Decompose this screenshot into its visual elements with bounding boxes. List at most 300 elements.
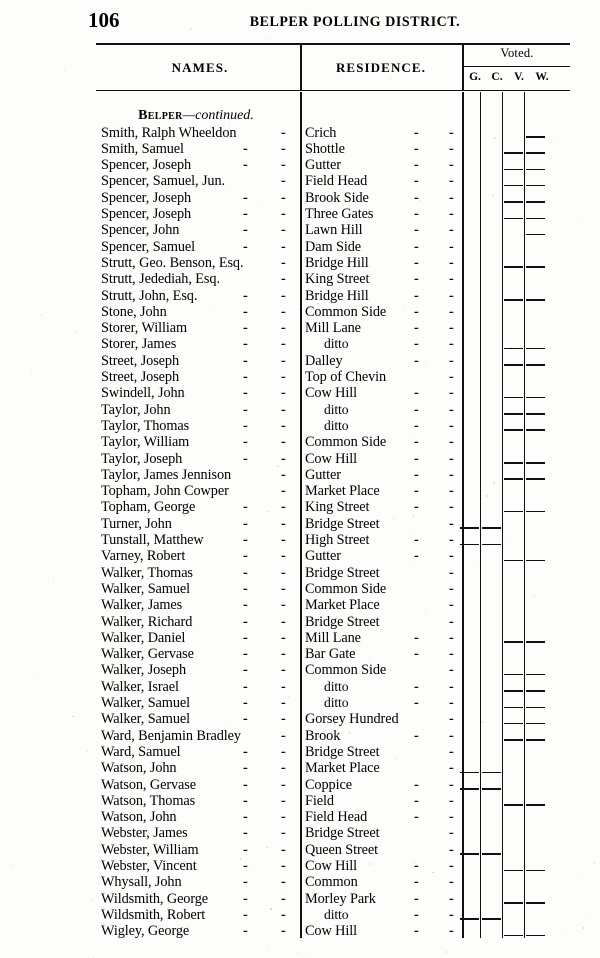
vote-tick-g bbox=[460, 772, 479, 774]
voter-residence: Common Side bbox=[305, 580, 387, 597]
residence-leader-dash: - bbox=[414, 206, 419, 222]
name-leader-dash: - bbox=[243, 874, 248, 891]
table-row bbox=[0, 141, 600, 157]
residence-leader-dash: - bbox=[449, 923, 454, 940]
table-row bbox=[0, 842, 600, 858]
name-leader-dash: - bbox=[281, 206, 286, 222]
vote-tick-v bbox=[504, 348, 523, 350]
name-leader-dash: - bbox=[243, 695, 248, 711]
table-row bbox=[0, 825, 600, 841]
name-leader-dash: - bbox=[281, 597, 286, 614]
vote-tick-v bbox=[504, 690, 523, 692]
name-leader-dash: - bbox=[281, 336, 286, 353]
residence-leader-dash: - bbox=[414, 140, 419, 157]
voter-residence: Bridge Street bbox=[305, 613, 380, 630]
residence-leader-dash: - bbox=[449, 776, 454, 793]
vote-tick-v bbox=[504, 870, 523, 872]
section-continued: —continued. bbox=[182, 108, 254, 123]
name-leader-dash: - bbox=[281, 906, 286, 923]
residence-leader-dash: - bbox=[449, 597, 454, 614]
name-leader-dash: - bbox=[281, 483, 286, 500]
name-leader-dash: - bbox=[281, 923, 286, 940]
residence-leader-dash: - bbox=[414, 499, 419, 516]
name-leader-dash: - bbox=[281, 858, 286, 874]
vote-tick-w bbox=[526, 707, 545, 709]
residence-leader-dash: - bbox=[449, 906, 454, 923]
vote-tick-v bbox=[504, 413, 523, 415]
name-leader-dash: - bbox=[243, 776, 248, 793]
voter-residence: High Street bbox=[305, 532, 370, 548]
vote-tick-v bbox=[504, 462, 523, 464]
vote-tick-g bbox=[460, 527, 479, 529]
voter-name: Street, Joseph bbox=[101, 369, 180, 385]
residence-leader-dash: - bbox=[449, 743, 454, 760]
name-leader-dash: - bbox=[243, 923, 248, 940]
name-leader-dash: - bbox=[281, 434, 286, 451]
page-number: 106 bbox=[88, 8, 120, 32]
name-leader-dash: - bbox=[243, 792, 248, 809]
voter-name: Taylor, Joseph bbox=[101, 450, 183, 467]
name-leader-dash: - bbox=[281, 222, 286, 239]
residence-leader-dash: - bbox=[414, 923, 419, 940]
voter-name: Watson, John bbox=[101, 760, 177, 777]
vote-tick-v bbox=[504, 152, 523, 154]
voter-residence: Crich bbox=[305, 124, 337, 141]
vote-tick-v bbox=[504, 560, 523, 562]
residence-leader-dash: - bbox=[414, 776, 419, 793]
voter-residence: Lawn Hill bbox=[305, 222, 363, 239]
vote-tick-w bbox=[526, 935, 545, 937]
voter-name: Turner, John bbox=[101, 515, 172, 532]
voter-residence: Bridge Hill bbox=[305, 287, 369, 304]
voter-residence: Bridge Street bbox=[305, 564, 380, 581]
table-row bbox=[0, 597, 600, 613]
voter-residence: ditto bbox=[324, 695, 349, 710]
name-leader-dash: - bbox=[243, 613, 248, 630]
residence-leader-dash: - bbox=[449, 532, 454, 548]
voter-name: Strutt, John, Esq. bbox=[101, 287, 198, 304]
table-row bbox=[0, 679, 600, 695]
name-leader-dash: - bbox=[243, 385, 248, 402]
table-row bbox=[0, 239, 600, 255]
residence-leader-dash: - bbox=[414, 271, 419, 288]
residence-leader-dash: - bbox=[414, 466, 419, 483]
name-leader-dash: - bbox=[281, 792, 286, 809]
name-leader-dash: - bbox=[243, 401, 248, 418]
name-leader-dash: - bbox=[281, 238, 286, 255]
table-row bbox=[0, 483, 600, 499]
vote-tick-w bbox=[526, 266, 545, 268]
name-leader-dash: - bbox=[243, 140, 248, 157]
residence-leader-dash: - bbox=[414, 646, 419, 663]
name-leader-dash: - bbox=[281, 727, 286, 744]
name-leader-dash: - bbox=[243, 678, 248, 695]
voter-name: Swindell, John bbox=[101, 385, 185, 402]
voter-residence: King Street bbox=[305, 271, 370, 288]
name-leader-dash: - bbox=[281, 189, 286, 206]
name-leader-dash: - bbox=[281, 809, 286, 826]
voter-residence: Gutter bbox=[305, 548, 341, 565]
voter-residence: Brook Side bbox=[305, 189, 369, 206]
residence-leader-dash: - bbox=[449, 809, 454, 826]
voter-name: Wildsmith, George bbox=[101, 890, 209, 907]
name-leader-dash: - bbox=[281, 254, 286, 271]
name-leader-dash: - bbox=[281, 890, 286, 907]
vote-tick-w bbox=[526, 511, 545, 513]
table-row bbox=[0, 255, 600, 271]
table-row bbox=[0, 614, 600, 630]
voter-name: Whysall, John bbox=[101, 874, 182, 891]
residence-leader-dash: - bbox=[449, 548, 454, 565]
residence-leader-dash: - bbox=[414, 629, 419, 646]
voter-name: Watson, John bbox=[101, 809, 177, 826]
table-row bbox=[0, 190, 600, 206]
vote-tick-w bbox=[526, 185, 545, 187]
voter-name: Smith, Samuel bbox=[101, 140, 184, 157]
vote-tick-c bbox=[482, 853, 501, 855]
residence-leader-dash: - bbox=[414, 874, 419, 891]
voter-residence: Dam Side bbox=[305, 238, 361, 255]
name-leader-dash: - bbox=[243, 760, 248, 777]
name-leader-dash: - bbox=[281, 499, 286, 516]
voter-name: Spencer, Samuel bbox=[101, 238, 196, 255]
voter-name: Spencer, Joseph bbox=[101, 157, 192, 174]
voter-residence: Common Side bbox=[305, 662, 387, 679]
residence-leader-dash: - bbox=[449, 890, 454, 907]
voter-residence: Brook bbox=[305, 727, 341, 744]
voter-name: Taylor, Thomas bbox=[101, 417, 190, 434]
voter-name: Taylor, James Jennison bbox=[101, 466, 232, 483]
voter-name: Spencer, Joseph bbox=[101, 189, 192, 206]
table-row bbox=[0, 777, 600, 793]
voter-residence: Top of Chevin bbox=[305, 369, 387, 385]
voted-split-rule bbox=[464, 66, 570, 67]
table-row bbox=[0, 581, 600, 597]
residence-leader-dash: - bbox=[414, 385, 419, 402]
name-leader-dash: - bbox=[243, 320, 248, 337]
residence-leader-dash: - bbox=[414, 401, 419, 418]
residence-leader-dash: - bbox=[449, 254, 454, 271]
name-leader-dash: - bbox=[243, 189, 248, 206]
name-leader-dash: - bbox=[281, 580, 286, 597]
residence-leader-dash: - bbox=[449, 271, 454, 288]
residence-leader-dash: - bbox=[414, 434, 419, 451]
voter-name: Wildsmith, Robert bbox=[101, 906, 206, 923]
residence-leader-dash: - bbox=[449, 499, 454, 516]
residence-leader-dash: - bbox=[449, 189, 454, 206]
name-leader-dash: - bbox=[243, 336, 248, 353]
name-leader-dash: - bbox=[281, 743, 286, 760]
residence-leader-dash: - bbox=[414, 548, 419, 565]
table-row bbox=[0, 532, 600, 548]
residence-leader-dash: - bbox=[449, 792, 454, 809]
table-row bbox=[0, 125, 600, 141]
name-leader-dash: - bbox=[243, 287, 248, 304]
vote-tick-w bbox=[526, 218, 545, 220]
voter-residence: Three Gates bbox=[305, 206, 374, 222]
residence-leader-dash: - bbox=[449, 825, 454, 842]
residence-leader-dash: - bbox=[449, 466, 454, 483]
table-row bbox=[0, 565, 600, 581]
table-row bbox=[0, 304, 600, 320]
vote-tick-w bbox=[526, 674, 545, 676]
residence-leader-dash: - bbox=[449, 385, 454, 402]
table-row bbox=[0, 891, 600, 907]
name-leader-dash: - bbox=[243, 548, 248, 565]
table-row bbox=[0, 744, 600, 760]
table-row bbox=[0, 353, 600, 369]
name-leader-dash: - bbox=[243, 809, 248, 826]
table-row bbox=[0, 662, 600, 678]
voter-residence: Cow Hill bbox=[305, 385, 358, 402]
name-leader-dash: - bbox=[281, 173, 286, 190]
residence-leader-dash: - bbox=[449, 711, 454, 728]
residence-leader-dash: - bbox=[449, 662, 454, 679]
voter-name: Strutt, Geo. Benson, Esq. bbox=[101, 254, 244, 271]
column-header-w: W. bbox=[535, 71, 549, 83]
vote-tick-v bbox=[504, 397, 523, 399]
residence-leader-dash: - bbox=[449, 157, 454, 174]
residence-leader-dash: - bbox=[449, 515, 454, 532]
name-leader-dash: - bbox=[281, 760, 286, 777]
residence-leader-dash: - bbox=[449, 483, 454, 500]
name-leader-dash: - bbox=[281, 352, 286, 369]
table-row bbox=[0, 222, 600, 238]
table-row bbox=[0, 434, 600, 450]
vote-tick-v bbox=[504, 299, 523, 301]
vote-tick-g bbox=[460, 544, 479, 546]
table-row bbox=[0, 173, 600, 189]
name-leader-dash: - bbox=[243, 303, 248, 320]
name-leader-dash: - bbox=[281, 450, 286, 467]
voter-name: Webster, Vincent bbox=[101, 858, 197, 874]
residence-leader-dash: - bbox=[449, 874, 454, 891]
residence-leader-dash: - bbox=[449, 238, 454, 255]
residence-leader-dash: - bbox=[449, 287, 454, 304]
residence-leader-dash: - bbox=[449, 140, 454, 157]
residence-leader-dash: - bbox=[449, 173, 454, 190]
residence-leader-dash: - bbox=[449, 417, 454, 434]
voter-residence: Gorsey Hundred bbox=[305, 711, 399, 728]
name-leader-dash: - bbox=[281, 287, 286, 304]
voter-name: Strutt, Jedediah, Esq. bbox=[101, 271, 220, 288]
residence-leader-dash: - bbox=[449, 206, 454, 222]
name-leader-dash: - bbox=[243, 841, 248, 858]
vote-tick-c bbox=[482, 788, 501, 790]
voter-residence: Cow Hill bbox=[305, 858, 358, 874]
vote-tick-w bbox=[526, 723, 545, 725]
running-head bbox=[0, 8, 600, 36]
table-row bbox=[0, 516, 600, 532]
name-leader-dash: - bbox=[281, 401, 286, 418]
name-leader-dash: - bbox=[243, 238, 248, 255]
name-leader-dash: - bbox=[281, 124, 286, 141]
voter-residence: Bridge Street bbox=[305, 515, 380, 532]
table-row bbox=[0, 711, 600, 727]
residence-leader-dash: - bbox=[414, 417, 419, 434]
voter-residence: ditto bbox=[324, 906, 349, 922]
voter-name: Wigley, George bbox=[101, 923, 190, 940]
residence-leader-dash: - bbox=[414, 287, 419, 304]
table-row bbox=[0, 548, 600, 564]
table-row bbox=[0, 467, 600, 483]
name-leader-dash: - bbox=[281, 646, 286, 663]
voter-residence: Shottle bbox=[305, 140, 345, 157]
vote-tick-w bbox=[526, 560, 545, 562]
names-residence-divider-head bbox=[300, 44, 302, 90]
name-leader-dash: - bbox=[243, 629, 248, 646]
vote-tick-w bbox=[526, 462, 545, 464]
name-leader-dash: - bbox=[281, 271, 286, 288]
table-row bbox=[0, 874, 600, 890]
name-leader-dash: - bbox=[281, 564, 286, 581]
residence-leader-dash: - bbox=[449, 858, 454, 874]
residence-leader-dash: - bbox=[449, 678, 454, 695]
vote-tick-w bbox=[526, 429, 545, 431]
residence-leader-dash: - bbox=[449, 124, 454, 141]
vote-tick-w bbox=[526, 201, 545, 203]
name-leader-dash: - bbox=[281, 532, 286, 548]
name-leader-dash: - bbox=[243, 890, 248, 907]
voter-residence: Mill Lane bbox=[305, 629, 361, 646]
vote-tick-w bbox=[526, 299, 545, 301]
vote-tick-c bbox=[482, 918, 501, 920]
voter-name: Walker, Gervase bbox=[101, 646, 194, 663]
residence-leader-dash: - bbox=[449, 760, 454, 777]
voter-name: Street, Joseph bbox=[101, 352, 180, 369]
voter-name: Storer, William bbox=[101, 320, 188, 337]
name-leader-dash: - bbox=[281, 157, 286, 174]
voter-residence: Morley Park bbox=[305, 890, 376, 907]
voter-name: Storer, James bbox=[101, 336, 177, 353]
name-leader-dash: - bbox=[243, 597, 248, 614]
residence-leader-dash: - bbox=[449, 352, 454, 369]
residence-leader-dash: - bbox=[449, 303, 454, 320]
voter-residence: Queen Street bbox=[305, 841, 379, 858]
voter-name: Walker, Richard bbox=[101, 613, 193, 630]
name-leader-dash: - bbox=[281, 662, 286, 679]
name-leader-dash: - bbox=[243, 206, 248, 222]
residence-leader-dash: - bbox=[414, 254, 419, 271]
vote-tick-w bbox=[526, 690, 545, 692]
running-title: BELPER POLLING DISTRICT. bbox=[249, 14, 461, 30]
voter-name: Varney, Robert bbox=[101, 548, 186, 565]
vote-tick-v bbox=[504, 674, 523, 676]
vote-tick-v bbox=[504, 511, 523, 513]
vote-tick-g bbox=[460, 853, 479, 855]
residence-leader-dash: - bbox=[449, 646, 454, 663]
table-row bbox=[0, 271, 600, 287]
name-leader-dash: - bbox=[281, 711, 286, 728]
residence-leader-dash: - bbox=[414, 303, 419, 320]
name-leader-dash: - bbox=[281, 874, 286, 891]
name-leader-dash: - bbox=[281, 417, 286, 434]
residence-leader-dash: - bbox=[414, 352, 419, 369]
name-leader-dash: - bbox=[243, 450, 248, 467]
name-leader-dash: - bbox=[243, 662, 248, 679]
name-leader-dash: - bbox=[243, 157, 248, 174]
name-leader-dash: - bbox=[281, 466, 286, 483]
name-leader-dash: - bbox=[281, 369, 286, 385]
residence-leader-dash: - bbox=[414, 858, 419, 874]
vote-tick-w bbox=[526, 364, 545, 366]
voter-name: Ward, Benjamin Bradley bbox=[101, 727, 241, 744]
residence-leader-dash: - bbox=[414, 222, 419, 239]
vote-tick-w bbox=[526, 234, 545, 236]
table-row bbox=[0, 760, 600, 776]
voter-residence: ditto bbox=[324, 336, 349, 352]
voter-residence: Bridge Hill bbox=[305, 254, 369, 271]
table-row bbox=[0, 646, 600, 662]
vote-tick-w bbox=[526, 870, 545, 872]
voter-name: Walker, Samuel bbox=[101, 695, 190, 711]
name-leader-dash: - bbox=[281, 385, 286, 402]
vote-tick-v bbox=[504, 739, 523, 741]
name-leader-dash: - bbox=[243, 743, 248, 760]
name-leader-dash: - bbox=[281, 841, 286, 858]
voter-residence: Gutter bbox=[305, 157, 341, 174]
name-leader-dash: - bbox=[243, 711, 248, 728]
voter-name: Taylor, John bbox=[101, 401, 171, 418]
voter-residence: ditto bbox=[324, 678, 349, 694]
voter-name: Walker, Israel bbox=[101, 678, 179, 695]
voter-residence: ditto bbox=[324, 401, 349, 417]
residence-leader-dash: - bbox=[449, 629, 454, 646]
voter-name: Spencer, Joseph bbox=[101, 206, 192, 222]
column-header-voted: Voted. bbox=[500, 46, 534, 60]
name-leader-dash: - bbox=[281, 320, 286, 337]
residence-leader-dash: - bbox=[449, 336, 454, 353]
column-header-v: V. bbox=[514, 71, 524, 83]
voter-name: Tunstall, Matthew bbox=[101, 532, 204, 548]
vote-tick-v bbox=[504, 935, 523, 937]
residence-leader-dash: - bbox=[449, 695, 454, 711]
residence-leader-dash: - bbox=[449, 320, 454, 337]
column-header-names: NAMES. bbox=[171, 60, 229, 75]
table-row bbox=[0, 809, 600, 825]
table-row bbox=[0, 320, 600, 336]
table-row bbox=[0, 206, 600, 222]
voter-name: Ward, Samuel bbox=[101, 743, 181, 760]
vote-tick-g bbox=[460, 788, 479, 790]
name-leader-dash: - bbox=[243, 417, 248, 434]
residence-leader-dash: - bbox=[414, 678, 419, 695]
voter-residence: Bar Gate bbox=[305, 646, 356, 663]
name-leader-dash: - bbox=[243, 515, 248, 532]
voter-name: Topham, John Cowper bbox=[101, 483, 229, 500]
name-leader-dash: - bbox=[243, 825, 248, 842]
residence-leader-dash: - bbox=[449, 450, 454, 467]
column-header-c: C. bbox=[491, 71, 503, 83]
vote-tick-v bbox=[504, 902, 523, 904]
residence-leader-dash: - bbox=[414, 189, 419, 206]
table-row bbox=[0, 858, 600, 874]
name-leader-dash: - bbox=[281, 678, 286, 695]
name-leader-dash: - bbox=[243, 352, 248, 369]
name-leader-dash: - bbox=[243, 369, 248, 385]
residence-leader-dash: - bbox=[449, 222, 454, 239]
voter-name: Webster, William bbox=[101, 841, 199, 858]
table-row bbox=[0, 923, 600, 939]
table-row bbox=[0, 451, 600, 467]
residence-leader-dash: - bbox=[414, 532, 419, 548]
vote-tick-v bbox=[504, 266, 523, 268]
vote-tick-v bbox=[504, 218, 523, 220]
name-leader-dash: - bbox=[243, 646, 248, 663]
vote-tick-v bbox=[504, 804, 523, 806]
residence-leader-dash: - bbox=[449, 841, 454, 858]
voter-residence: Cow Hill bbox=[305, 450, 358, 467]
